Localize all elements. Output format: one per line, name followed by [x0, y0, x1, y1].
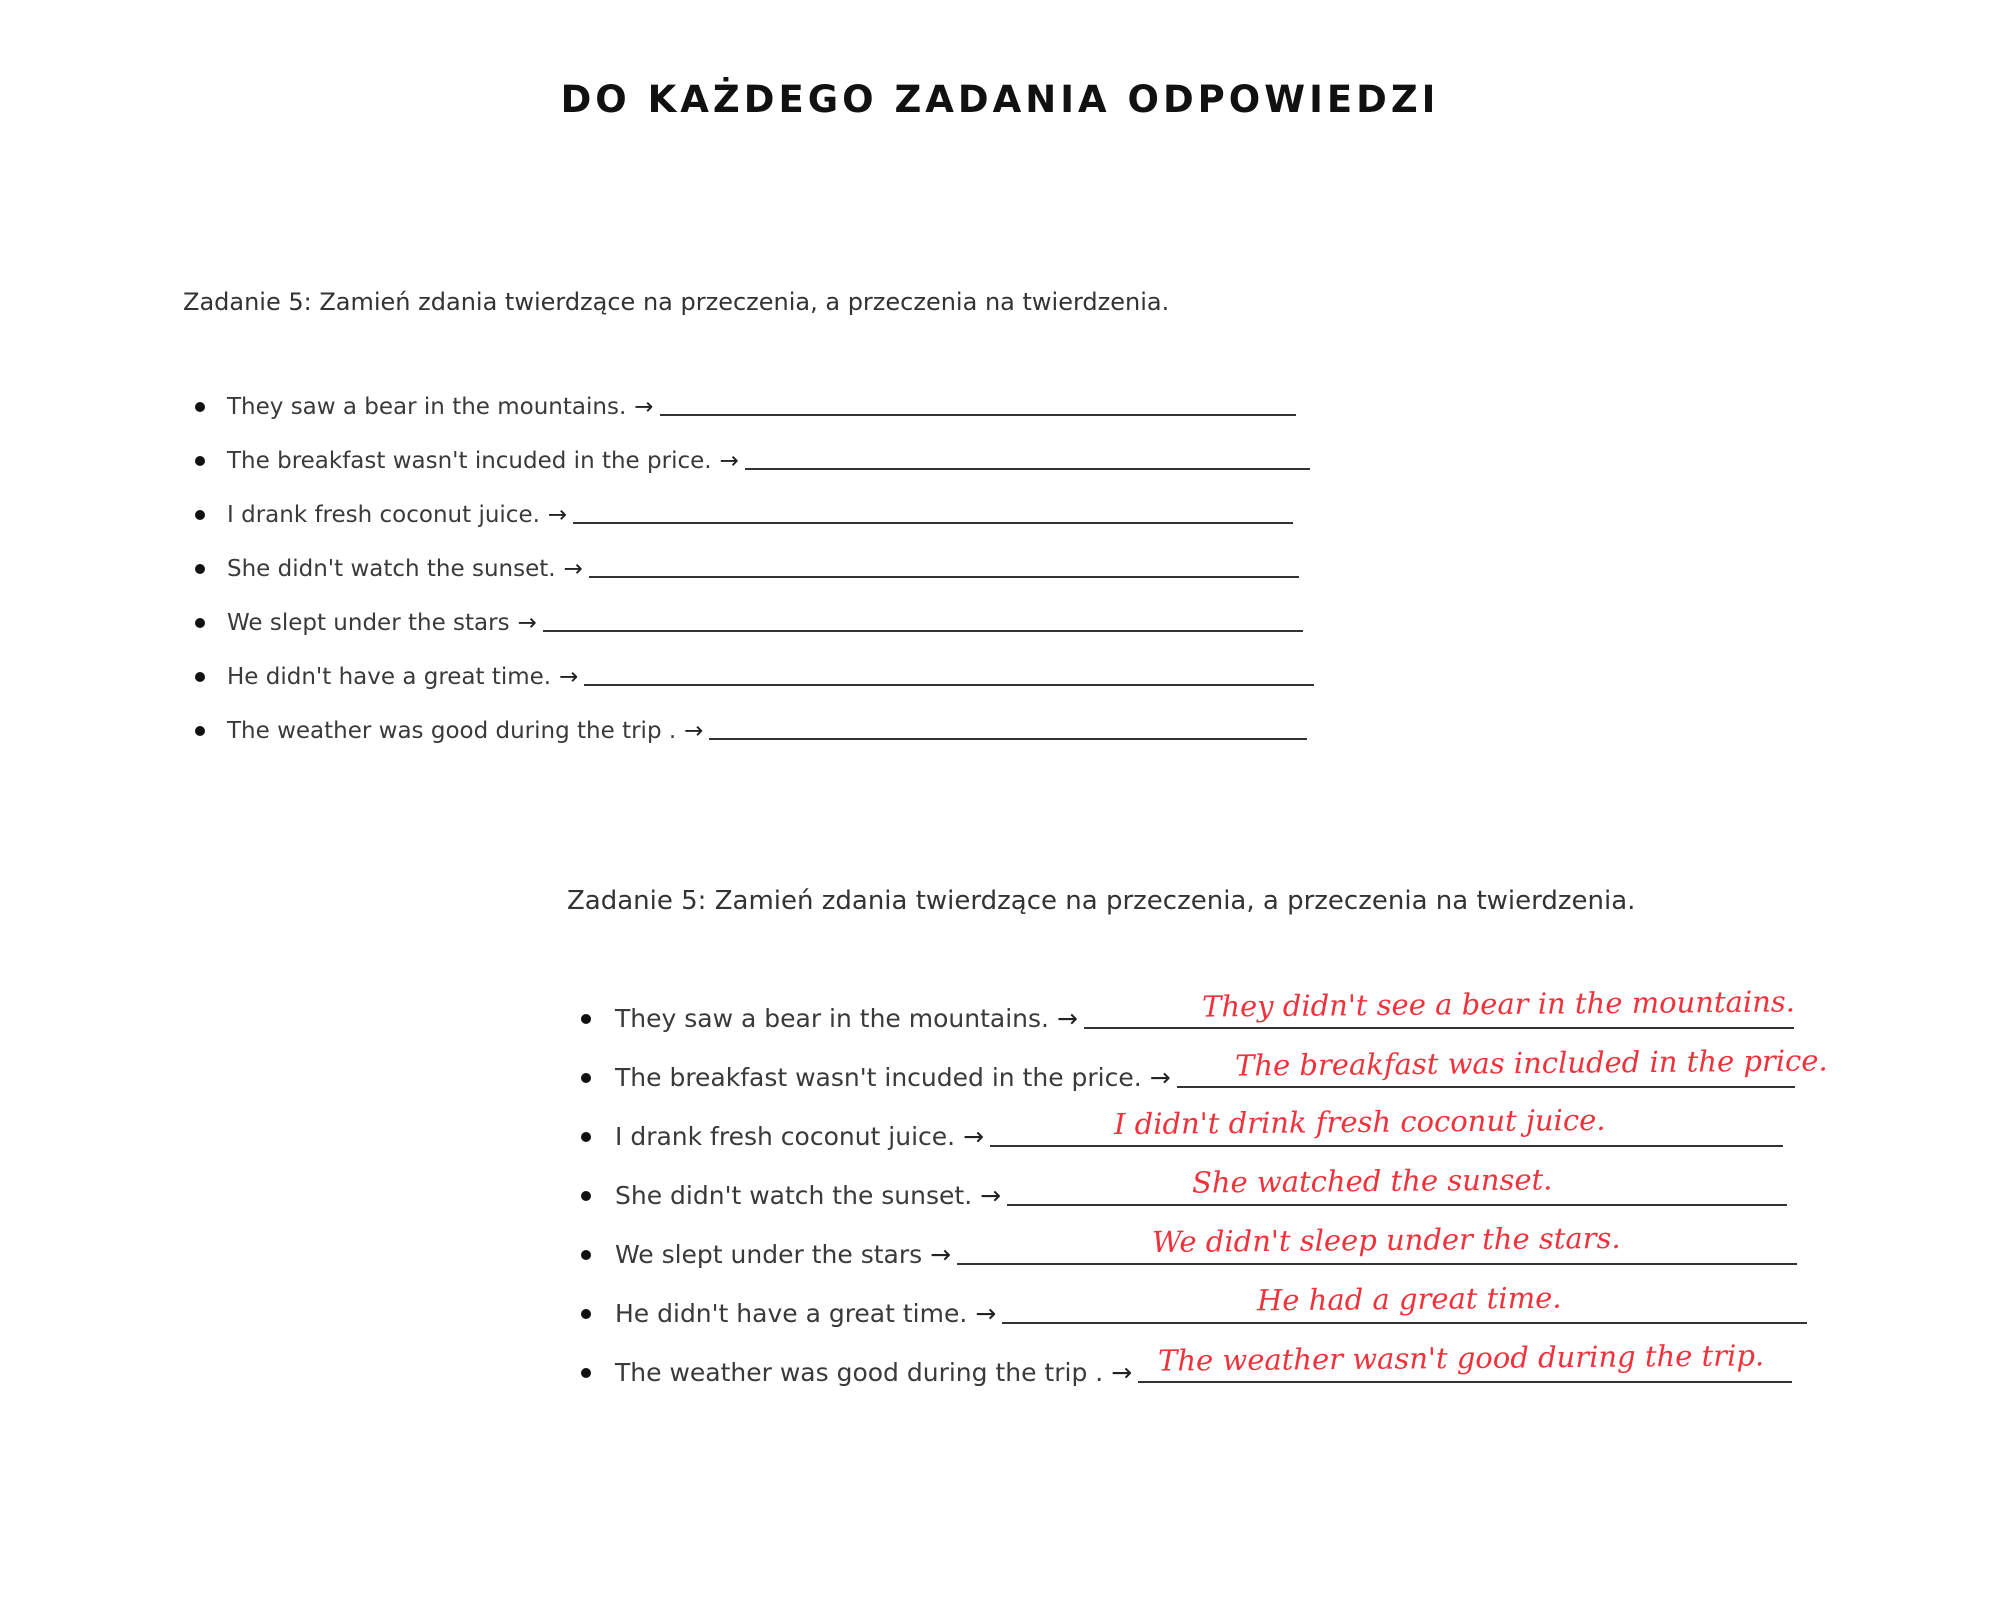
exercise-answered [567, 886, 1828, 1389]
arrow-right-icon: → [1111, 1358, 1133, 1387]
list-item [183, 584, 1343, 638]
arrow-right-icon: → [684, 718, 704, 744]
arrow-right-icon: → [563, 556, 583, 582]
bullet-icon [581, 1132, 591, 1142]
sentence-text: The weather was good during the trip . [615, 1358, 1104, 1387]
sentence-text: He didn't have a great time. [615, 1299, 968, 1328]
list-item [183, 530, 1343, 584]
arrow-right-icon: → [547, 502, 568, 528]
handwritten-answer: The breakfast was included in the price. [1234, 1043, 1828, 1083]
sentence-text: The breakfast wasn't incuded in the price. [227, 448, 712, 474]
arrow-right-icon: → [634, 394, 654, 420]
handwritten-answer: She watched the sunset. [1191, 1162, 1553, 1200]
answer-blank-line[interactable] [745, 438, 1310, 470]
list-item [567, 976, 1807, 1035]
bullet-icon [195, 510, 205, 520]
bullet-icon [195, 726, 205, 736]
handwritten-answer: They didn't see a bear in the mountains. [1201, 984, 1796, 1024]
answer-line[interactable] [1002, 1280, 1807, 1324]
exercise-item-list [567, 976, 1828, 1389]
sentence-text: They saw a bear in the mountains. [227, 394, 627, 420]
answer-line[interactable] [1138, 1338, 1792, 1383]
bullet-icon [195, 672, 205, 682]
handwritten-answer: We didn't sleep under the stars. [1151, 1220, 1621, 1260]
list-item [567, 1212, 1807, 1271]
exercise-heading: Zadanie 5: Zamień zdania twierdzące na przeczenia, a przeczenia na twierdzenia. [567, 886, 1636, 916]
answer-blank-line[interactable] [589, 546, 1299, 578]
list-item [183, 368, 1343, 422]
list-item [183, 692, 1343, 746]
handwritten-answer: The weather wasn't good during the trip. [1158, 1338, 1765, 1378]
list-item [183, 422, 1343, 476]
bullet-icon [581, 1191, 591, 1201]
sentence-text: She didn't watch the sunset. [227, 556, 556, 582]
exercise-heading: Zadanie 5: Zamień zdania twierdzące na przeczenia, a przeczenia na twierdzenia. [183, 288, 1170, 316]
answer-blank-line[interactable] [709, 708, 1307, 740]
answer-blank-line[interactable] [660, 384, 1296, 416]
list-item [567, 1271, 1807, 1330]
answer-line[interactable] [1007, 1162, 1787, 1206]
list-item [567, 1330, 1807, 1389]
list-item [183, 638, 1343, 692]
exercise-item-list [183, 368, 1343, 746]
arrow-right-icon: → [719, 448, 739, 474]
arrow-right-icon: → [517, 610, 537, 636]
sentence-text: We slept under the stars [227, 610, 510, 636]
bullet-icon [195, 618, 205, 628]
bullet-icon [195, 456, 205, 466]
answer-blank-line[interactable] [543, 600, 1303, 632]
list-item [567, 1153, 1807, 1212]
sentence-text: He didn't have a great time. [227, 664, 552, 690]
arrow-right-icon: → [930, 1240, 952, 1269]
exercise-blank [183, 288, 1343, 746]
sentence-text: The breakfast wasn't incuded in the price. [615, 1063, 1142, 1092]
answer-line[interactable] [1084, 984, 1796, 1029]
arrow-right-icon: → [975, 1299, 997, 1328]
answer-blank-line[interactable] [573, 492, 1293, 524]
arrow-right-icon: → [963, 1122, 985, 1151]
bullet-icon [581, 1368, 591, 1378]
list-item [567, 1035, 1828, 1094]
sentence-text: We slept under the stars [615, 1240, 923, 1269]
bullet-icon [581, 1073, 591, 1083]
sentence-text: I drank fresh coconut juice. [615, 1122, 956, 1151]
arrow-right-icon: → [980, 1181, 1002, 1210]
answer-line[interactable] [1177, 1043, 1828, 1088]
bullet-icon [581, 1309, 591, 1319]
arrow-right-icon: → [1056, 1004, 1078, 1033]
list-item [567, 1094, 1807, 1153]
sentence-text: The weather was good during the trip . [227, 718, 677, 744]
page-title: DO KAŻDEGO ZADANIA ODPOWIEDZI [560, 78, 1440, 121]
list-item [183, 476, 1343, 530]
bullet-icon [581, 1250, 591, 1260]
handwritten-answer: I didn't drink fresh coconut juice. [1113, 1102, 1606, 1142]
bullet-icon [195, 564, 205, 574]
bullet-icon [195, 402, 205, 412]
arrow-right-icon: → [1149, 1063, 1171, 1092]
arrow-right-icon: → [559, 664, 579, 690]
sentence-text: I drank fresh coconut juice. [227, 502, 540, 528]
answer-blank-line[interactable] [584, 654, 1314, 686]
sentence-text: They saw a bear in the mountains. [615, 1004, 1049, 1033]
handwritten-answer: He had a great time. [1257, 1280, 1562, 1318]
answer-line[interactable] [957, 1220, 1797, 1265]
sentence-text: She didn't watch the sunset. [615, 1181, 973, 1210]
bullet-icon [581, 1014, 591, 1024]
answer-line[interactable] [990, 1102, 1783, 1147]
